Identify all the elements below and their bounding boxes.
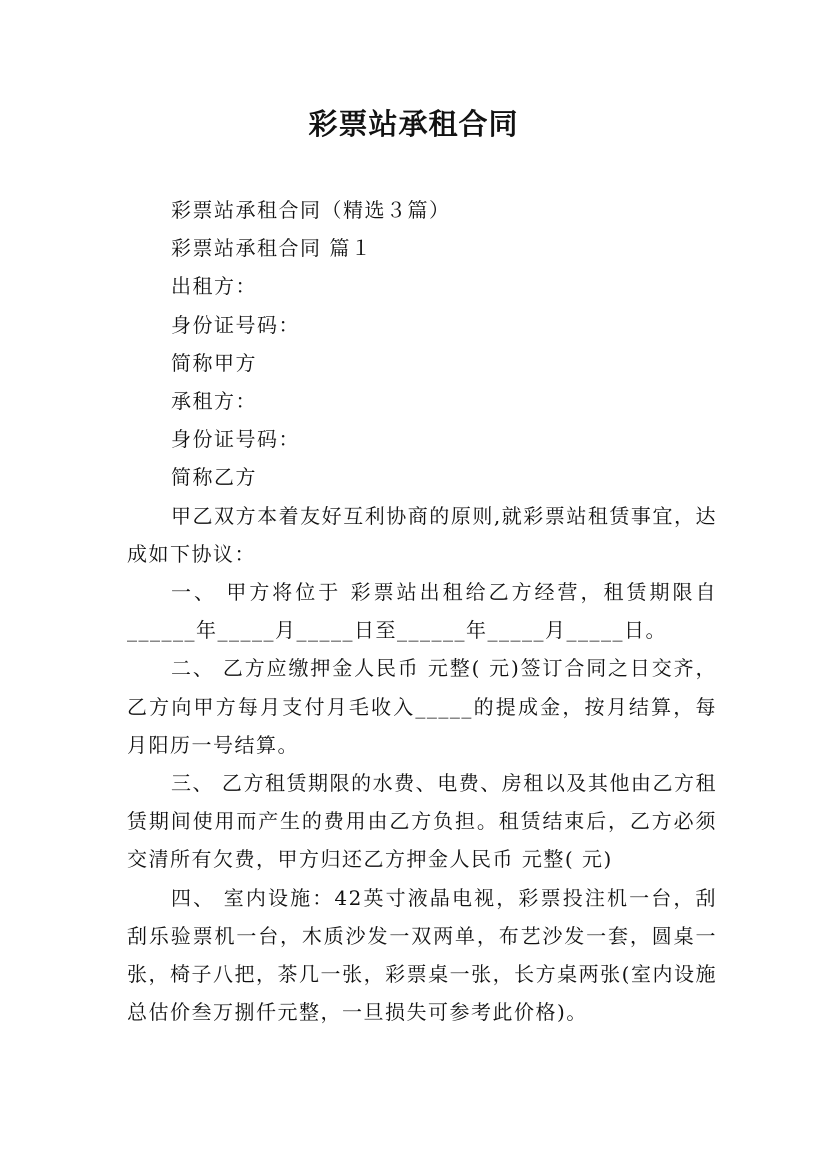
clause-1: 一、 甲方将位于 彩票站出租给乙方经营，租赁期限自______年_____月_____日至______年_____月_____日。 [127, 580, 717, 643]
document-body [127, 191, 717, 1031]
lessee-id-label: 身份证号码： [171, 427, 300, 452]
clause-3: 三、 乙方租赁期限的水费、电费、房租以及其他由乙方租赁期间使用而产生的费用由乙方负担。租赁结束后，乙方必须交清所有欠费，甲方归还乙方押金人民币 元整( 元) [127, 771, 717, 872]
lessee-short-name: 简称乙方 [171, 465, 257, 490]
section-heading: 彩票站承租合同 篇１ [171, 236, 373, 261]
lessor-label: 出租方： [171, 274, 257, 299]
document-title: 彩票站承租合同 [308, 107, 519, 141]
clause-2: 二、 乙方应缴押金人民币 元整( 元)签订合同之日交齐，乙方向甲方每月支付月毛收入_____的提成金，按月结算，每月阳历一号结算。 [127, 656, 717, 757]
lessor-short-name: 简称甲方 [171, 350, 257, 375]
intro-paragraph: 甲乙双方本着友好互利协商的原则,就彩票站租赁事宜，达成如下协议： [127, 503, 717, 566]
lessee-label: 承租方： [171, 389, 257, 414]
clause-4: 四、 室内设施：42英寸液晶电视，彩票投注机一台，刮刮乐验票机一台，木质沙发一双两单，布艺沙发一套，圆桌一张，椅子八把，茶几一张，彩票桌一张，长方桌两张(室内设施总估价叁万捌仟元整，一旦损失可参考此价格)。 [127, 885, 717, 1025]
lessor-id-label: 身份证号码： [171, 312, 300, 337]
subtitle: 彩票站承租合同（精选３篇） [171, 198, 451, 222]
